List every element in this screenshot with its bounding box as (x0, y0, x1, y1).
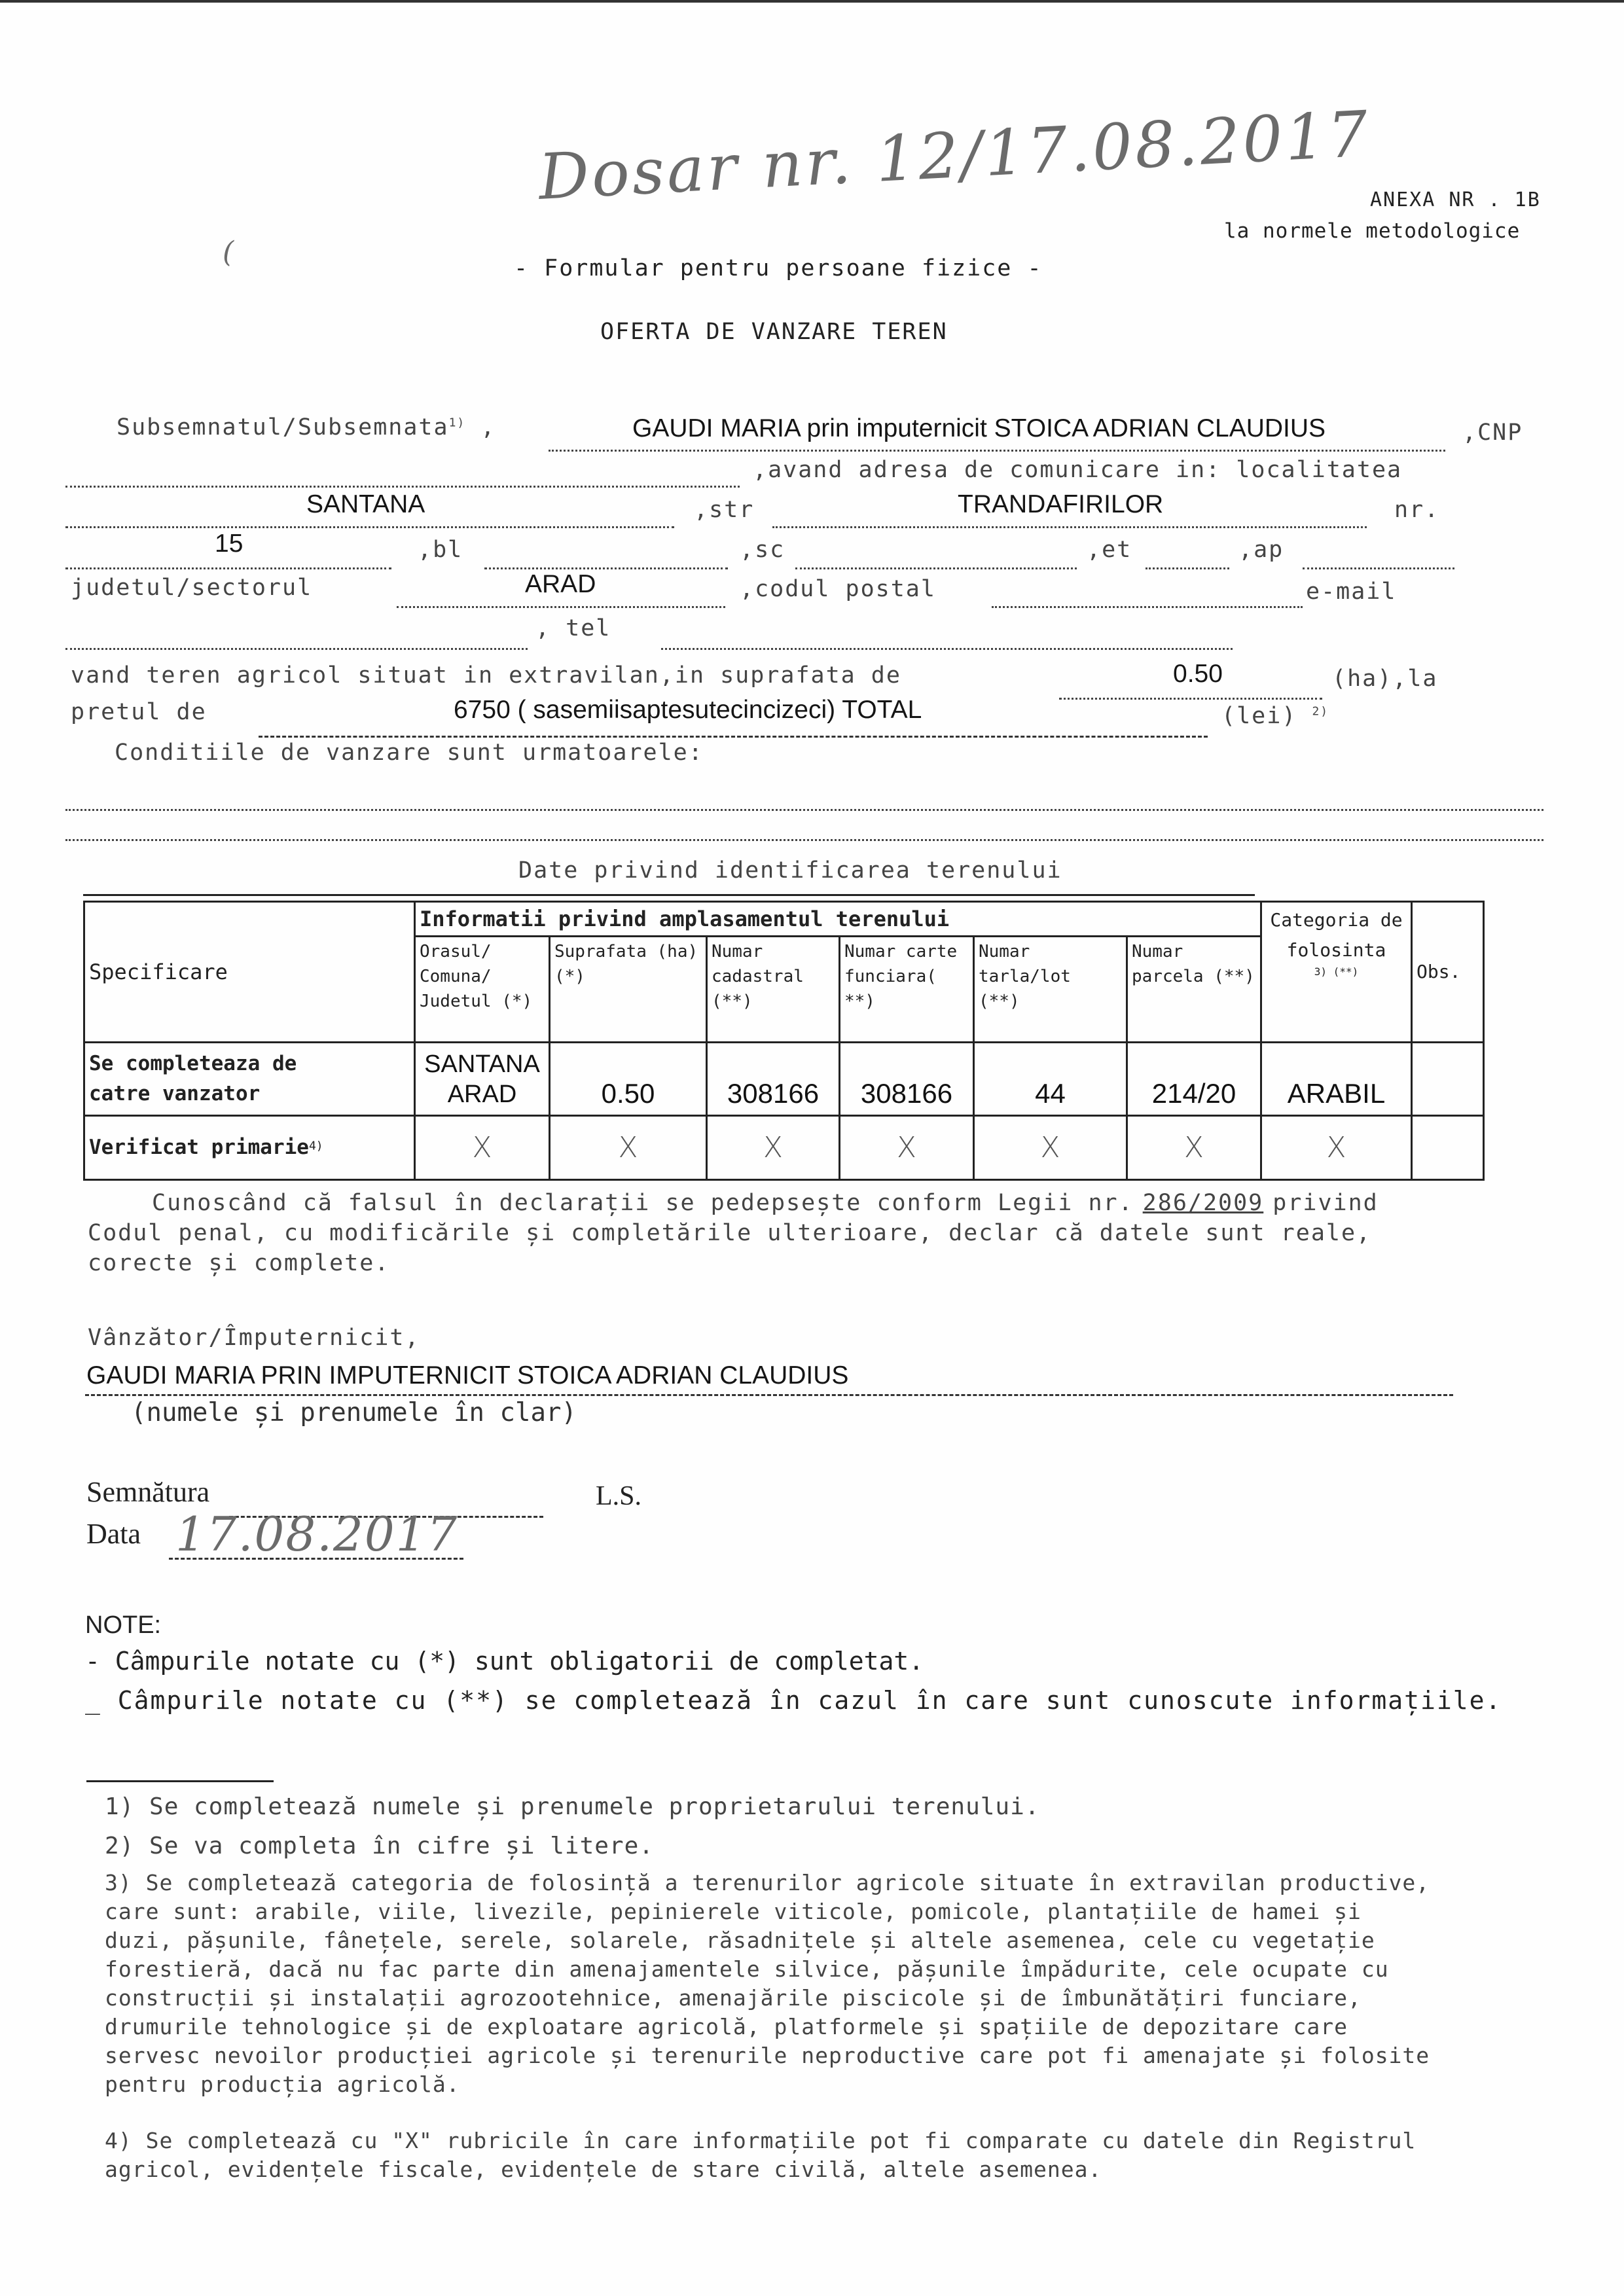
form-subtitle: - Formular pentru persoane fizice - (514, 255, 1043, 281)
col-suprafata: Suprafata (ha) (*) (550, 937, 707, 1042)
cod-postal-field[interactable] (992, 572, 1303, 608)
nr-value: 15 (215, 529, 244, 558)
conditii-field-1[interactable] (65, 779, 1543, 811)
subsemnatul-value: GAUDI MARIA prin imputernicit STOICA ADRIAN CLAUDIUS (632, 414, 1326, 442)
pret-value: 6750 ( sasemiisaptesutecincizeci) TOTAL (454, 696, 922, 724)
sc-field[interactable] (795, 533, 1077, 569)
str-label: ,str (694, 497, 755, 523)
col-oras: Orasul/ Comuna/ Judetul (*) (415, 937, 550, 1042)
footnote-1: 1) Se completează numele și prenumele proprietarului terenului. (105, 1793, 1040, 1820)
note-line-2: _ Câmpurile notate cu (**) se completează în cazul în care sunt cunoscute informațiile. (85, 1686, 1502, 1715)
footnote-3: 3) Se completează categoria de folosință a terenurilor agricole situate în extravilan productive, (105, 1870, 1430, 1895)
judet-value: ARAD (525, 570, 596, 598)
tel-field[interactable] (661, 614, 1233, 650)
stray-mark: ( (223, 236, 234, 269)
top-border (0, 0, 1624, 3)
footnote-3-cont-6: servesc nevoilor producției agricole și terenurile neproductive care pot fi amenajate și folosite (105, 2043, 1430, 2068)
cnp-field[interactable] (65, 452, 740, 488)
data-value: 17.08.2017 (175, 1507, 459, 1562)
et-label: ,et (1087, 537, 1132, 563)
localitate-value: SANTANA (306, 490, 425, 518)
cell-parcela: 214/20 (1127, 1042, 1261, 1115)
x-mark-oras: X (415, 1115, 550, 1179)
x-mark-carte-funciara: X (840, 1115, 974, 1179)
bl-field[interactable] (484, 533, 728, 569)
et-field[interactable] (1146, 533, 1229, 569)
footnote-3-cont-4: construcții și instalații agrozootehnice, amenajările piscicole și de îmbunătățiri funciare, (105, 1985, 1362, 2011)
cell-carte-funciara: 308166 (840, 1042, 974, 1115)
tel-label: , tel (535, 615, 611, 641)
col-tarla: Numar tarla/lot (**) (974, 937, 1127, 1042)
form-title: OFERTA DE VANZARE TEREN (600, 319, 948, 345)
row-primarie-label: Verificat primarie$^{4)}$ (84, 1115, 415, 1179)
vand-label: vand teren agricol situat in extravilan,in suprafata de (71, 662, 901, 689)
cell-obs-2 (1412, 1115, 1484, 1179)
judet-label: judetul/sectorul (71, 575, 313, 601)
declaration-line-3: corecte și complete. (88, 1250, 390, 1276)
pret-label: pretul de (71, 699, 207, 725)
footnote-4: 4) Se completează cu "X" rubricile în care informațiile pot fi comparate cu datele din Registrul (105, 2128, 1416, 2153)
x-mark-parcela: X (1127, 1115, 1261, 1179)
land-identification-table (83, 901, 1485, 1181)
cnp-label: ,CNP (1462, 420, 1523, 446)
bl-label: ,bl (418, 537, 463, 563)
cell-oras: SANTANA ARAD (415, 1042, 550, 1115)
row-vanzator-label: Se completeaza de catre vanzator (84, 1042, 415, 1115)
footnote-4-cont: agricol, evidențele fiscale, evidențele de stare civilă, altele asemenea. (105, 2157, 1102, 2182)
footnote-3-cont-3: forestieră, dacă nu fac parte din amenajamentele silvice, pășunile împădurite, cele ocupate cu (105, 1956, 1389, 1982)
lei-label: (lei) $^{2)}$ (1221, 703, 1329, 729)
vanzator-caption: (numele și prenumele în clar) (131, 1398, 577, 1427)
ap-field[interactable] (1303, 533, 1454, 569)
note-title: NOTE: (85, 1611, 162, 1639)
declaration-line-2: Codul penal, cu modificările și completările ulterioare, declar că datele sunt reale, (88, 1220, 1372, 1246)
email-field[interactable] (65, 614, 528, 650)
x-mark-categoria: X (1261, 1115, 1412, 1179)
footnote-separator (86, 1780, 274, 1782)
obs-header: Obs. (1412, 902, 1484, 1043)
footnote-3-cont-7: pentru producția agricolă. (105, 2072, 460, 2097)
declaration-line-1: Cunoscând că falsul în declarații se pedepsește conform Legii nr. 286/2009 privind (152, 1190, 1379, 1216)
ap-label: ,ap (1238, 537, 1284, 563)
col-cadastral: Numar cadastral (**) (707, 937, 840, 1042)
col-parcela: Numar parcela (**) (1127, 937, 1261, 1042)
annex-number: ANEXA NR . 1B (1370, 188, 1541, 211)
cell-obs (1412, 1042, 1484, 1115)
adresa-label: ,avand adresa de comunicare in: localitatea (753, 457, 1403, 483)
categoria-header: Categoria de folosinta 3) (**) (1261, 902, 1412, 1043)
specificare-header: Specificare (84, 902, 415, 1043)
group-header: Informatii privind amplasamentul terenului (415, 902, 1261, 937)
conditii-label: Conditiile de vanzare sunt urmatoarele: (115, 740, 704, 766)
sc-label: ,sc (740, 537, 785, 563)
cell-suprafata: 0.50 (550, 1042, 707, 1115)
email-label: e-mail (1306, 579, 1397, 605)
x-mark-cadastral: X (707, 1115, 840, 1179)
x-mark-suprafata: X (550, 1115, 707, 1179)
conditii-field-2[interactable] (65, 819, 1543, 841)
cod-postal-label: ,codul postal (740, 576, 936, 602)
table-top-rule (83, 894, 1255, 896)
footnote-3-cont-5: drumurile tehnologice și de exploatare agricolă, platformele și spațiile de depozitare care (105, 2014, 1348, 2039)
annex-subtitle: la normele metodologice (1224, 219, 1521, 243)
suprafata-value: 0.50 (1173, 660, 1223, 688)
vanzator-name: GAUDI MARIA PRIN IMPUTERNICIT STOICA ADRIAN CLAUDIUS (86, 1361, 849, 1390)
nr-label: nr. (1394, 497, 1440, 523)
ha-label: (ha),la (1332, 666, 1438, 692)
ls-label: L.S. (596, 1481, 642, 1511)
footnote-3-cont-2: duzi, pășunile, fânețele, serele, solarele, răsadnițele și altele asemenea, cele cu vegetație (105, 1928, 1375, 1953)
cell-cadastral: 308166 (707, 1042, 840, 1115)
cell-categoria: ARABIL (1261, 1042, 1412, 1115)
data-label: Data (86, 1518, 141, 1550)
note-line-1: - Câmpurile notate cu (*) sunt obligatorii de completat. (85, 1647, 924, 1676)
str-value: TRANDAFIRILOR (958, 490, 1164, 518)
cell-tarla: 44 (974, 1042, 1127, 1115)
semnatura-label: Semnătura (86, 1476, 210, 1508)
col-carte-funciara: Numar carte funciara( **) (840, 937, 974, 1042)
footnote-2: 2) Se va completa în cifre și litere. (105, 1833, 654, 1859)
x-mark-tarla: X (974, 1115, 1127, 1179)
table-caption: Date privind identificarea terenului (518, 857, 1062, 884)
handwritten-file-number: Dosar nr. 12/17.08.2017 (537, 97, 1373, 214)
subsemnatul-label: Subsemnatul/Subsemnata$^{1)}$ , (117, 414, 496, 440)
vanzator-label: Vânzător/Împuternicit, (88, 1325, 420, 1351)
footnote-3-cont-1: care sunt: arabile, viile, livezile, pepinierele viticole, pomicole, plantațiile de hamei și (105, 1899, 1362, 1924)
